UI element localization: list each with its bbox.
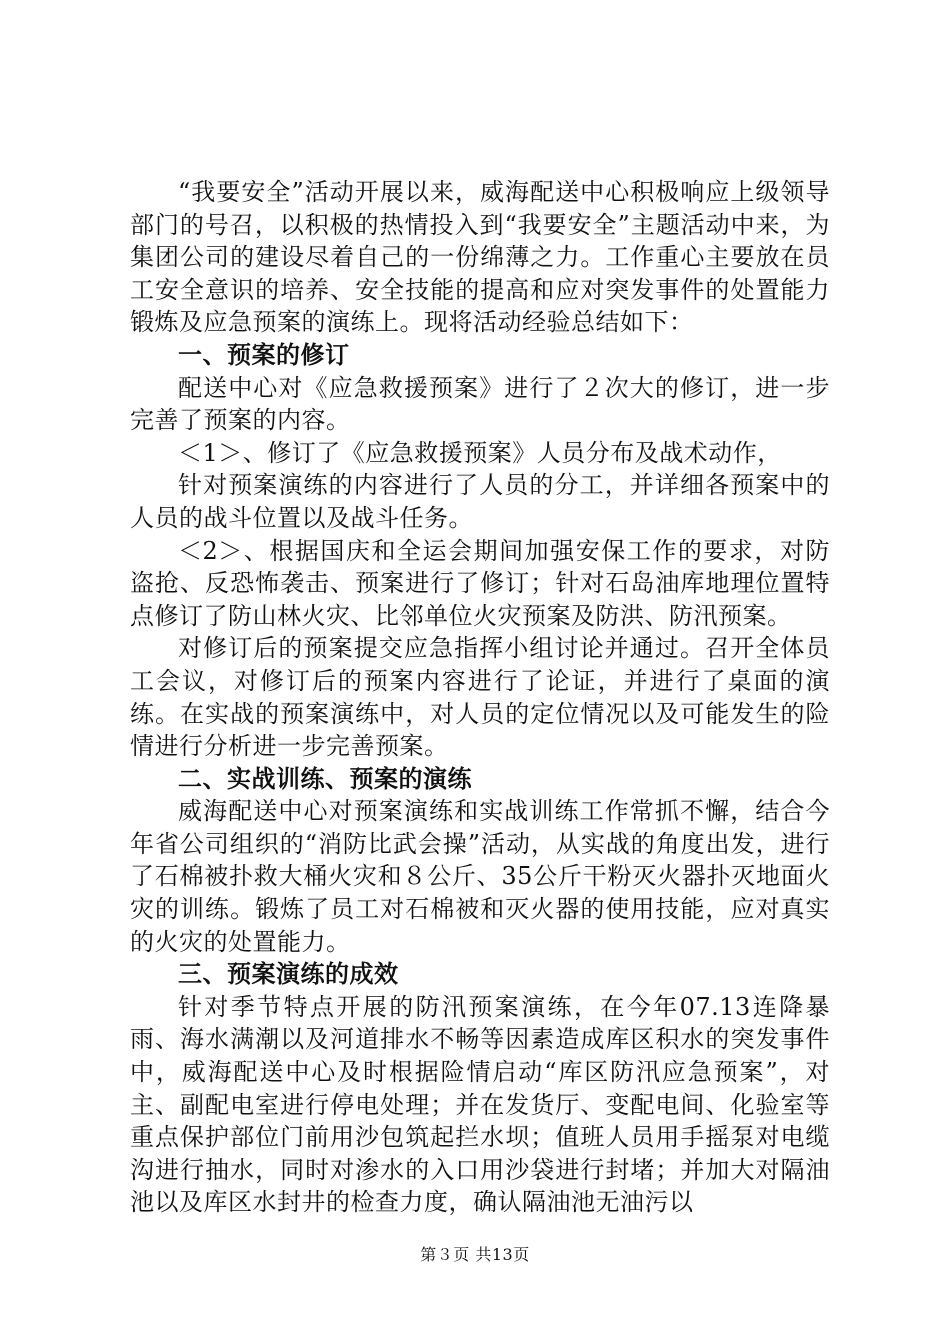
paragraph: “我要安全”活动开展以来，威海配送中心积极响应上级领导部门的号召，以积极的热情投入到“我要安全”主题活动中来，为集团公司的建设尽着自己的一份绵薄之力。工作重心主要放在员工安全意识的培养、安全技能的提高和应对突发事件的处置能力锻炼及应急预案的演练上。现将活动经验总结如下：: [130, 178, 830, 337]
section-heading: 二、实战训练、预案的演练: [178, 764, 472, 793]
document-body: [130, 176, 830, 1219]
section-heading: 三、预案演练的成效: [178, 960, 399, 989]
section-heading: 一、预案的修订: [178, 340, 350, 369]
paragraph: 针对预案演练的内容进行了人员的分工，并详细各预案中的人员的战斗位置以及战斗任务。: [130, 471, 830, 532]
page-number-footer: 第３页 共13页: [420, 1245, 530, 1264]
paragraph: ＜1＞、修订了《应急救援预案》人员分布及战术动作，: [178, 438, 782, 467]
paragraph: 对修订后的预案提交应急指挥小组讨论并通过。召开全体员工会议，对修订后的预案内容进行了论证，并进行了桌面的演练。在实战的预案演练中，对人员的定位情况以及可能发生的险情进行分析进一步完善预案。: [130, 634, 830, 761]
paragraph: 配送中心对《应急救援预案》进行了２次大的修订，进一步完善了预案的内容。: [130, 373, 830, 435]
paragraph: 威海配送中心对预案演练和实战训练工作常抓不懈，结合今年省公司组织的“消防比武会操”活动，从实战的角度出发，进行了石棉被扑救大桶火灾和８公斤、35公斤干粉灭火器扑灭地面火灾的训练。锻炼了员工对石棉被和灭火器的使用技能，应对真实的火灾的处置能力。: [130, 797, 830, 956]
paragraph: ＜2＞、根据国庆和全运会期间加强安保工作的要求，对防盗抢、反恐怖袭击、预案进行了修订；针对石岛油库地理位置特点修订了防山林火灾、比邻单位火灾预案及防洪、防汛预案。: [130, 536, 830, 630]
paragraph: 针对季节特点开展的防汛预案演练，在今年07.13连降暴雨、海水满潮以及河道排水不畅等因素造成库区积水的突发事件中，威海配送中心及时根据险情启动“库区防汛应急预案”，对主、副配电室进行停电处理；并在发货厅、变配电间、化验室等重点保护部位门前用沙包筑起拦水坝；值班人员用手摇泵对电缆沟进行抽水，同时对渗水的入口用沙袋进行封堵；并加大对隔油池以及库区水封井的检查力度，确认隔油池无油污以: [130, 992, 830, 1217]
